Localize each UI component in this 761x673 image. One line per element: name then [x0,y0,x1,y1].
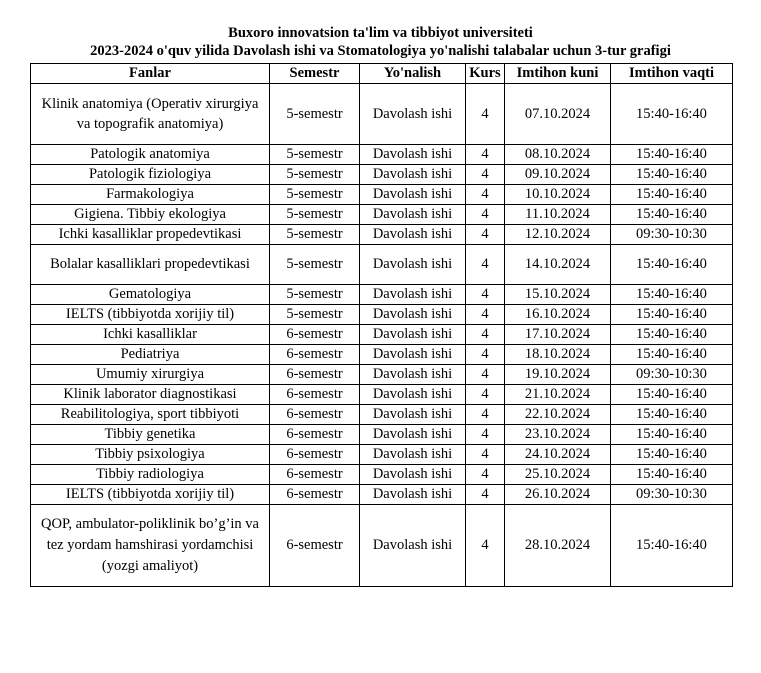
cell-direction: Davolash ishi [360,305,466,325]
cell-subject: Gigiena. Tibbiy ekologiya [31,205,270,225]
cell-direction: Davolash ishi [360,325,466,345]
cell-course: 4 [466,84,505,145]
cell-exam-time: 15:40-16:40 [611,185,733,205]
cell-subject: Ichki kasalliklar [31,325,270,345]
cell-course: 4 [466,385,505,405]
cell-direction: Davolash ishi [360,245,466,285]
cell-exam-date: 16.10.2024 [505,305,611,325]
cell-subject: Tibbiy psixologiya [31,445,270,465]
cell-direction: Davolash ishi [360,165,466,185]
cell-exam-time: 15:40-16:40 [611,445,733,465]
cell-exam-date: 21.10.2024 [505,385,611,405]
cell-subject: Reabilitologiya, sport tibbiyoti [31,405,270,425]
cell-exam-date: 19.10.2024 [505,365,611,385]
cell-semester: 6-semestr [270,465,360,485]
table-row [31,185,733,205]
cell-subject: QOP, ambulator-poliklinik bo’g’in va tez yordam hamshirasi yordamchisi (yozgi amaliyot) [31,505,270,587]
cell-subject: Umumiy xirurgiya [31,365,270,385]
cell-exam-time: 09:30-10:30 [611,365,733,385]
cell-subject: Patologik anatomiya [31,145,270,165]
cell-semester: 6-semestr [270,445,360,465]
cell-direction: Davolash ishi [360,225,466,245]
cell-exam-date: 15.10.2024 [505,285,611,305]
cell-exam-time: 15:40-16:40 [611,285,733,305]
cell-semester: 5-semestr [270,305,360,325]
cell-course: 4 [466,245,505,285]
cell-exam-date: 07.10.2024 [505,84,611,145]
table-row [31,345,733,365]
cell-exam-time: 15:40-16:40 [611,385,733,405]
cell-exam-time: 15:40-16:40 [611,245,733,285]
column-header-kurs: Kurs [466,64,505,84]
document-subtitle: 2023-2024 o'quv yilida Davolash ishi va Stomatologiya yo'nalishi talabalar uchun 3-tur grafigi [90,43,671,59]
table-row [31,485,733,505]
cell-direction: Davolash ishi [360,185,466,205]
cell-direction: Davolash ishi [360,345,466,365]
cell-exam-time: 15:40-16:40 [611,505,733,587]
cell-subject: Tibbiy radiologiya [31,465,270,485]
cell-course: 4 [466,485,505,505]
cell-course: 4 [466,165,505,185]
cell-semester: 6-semestr [270,405,360,425]
cell-semester: 5-semestr [270,245,360,285]
table-row [31,425,733,445]
cell-semester: 6-semestr [270,385,360,405]
cell-course: 4 [466,365,505,385]
cell-course: 4 [466,285,505,305]
cell-semester: 5-semestr [270,165,360,185]
cell-exam-date: 09.10.2024 [505,165,611,185]
cell-course: 4 [466,345,505,365]
cell-course: 4 [466,325,505,345]
cell-exam-time: 15:40-16:40 [611,165,733,185]
cell-semester: 5-semestr [270,225,360,245]
cell-exam-time: 09:30-10:30 [611,225,733,245]
cell-direction: Davolash ishi [360,445,466,465]
cell-semester: 6-semestr [270,365,360,385]
table-row [31,465,733,485]
cell-exam-date: 11.10.2024 [505,205,611,225]
cell-subject: IELTS (tibbiyotda xorijiy til) [31,485,270,505]
cell-subject: Gematologiya [31,285,270,305]
table-row [31,245,733,285]
cell-subject: Bolalar kasalliklari propedevtikasi [31,245,270,285]
document-title: Buxoro innovatsion ta'lim va tibbiyot universiteti [228,25,533,41]
column-header-imtihon-kuni: Imtihon kuni [505,64,611,84]
cell-semester: 5-semestr [270,145,360,165]
table-row [31,84,733,145]
cell-semester: 6-semestr [270,425,360,445]
cell-course: 4 [466,425,505,445]
cell-direction: Davolash ishi [360,405,466,425]
cell-exam-date: 12.10.2024 [505,225,611,245]
cell-exam-time: 15:40-16:40 [611,345,733,365]
cell-course: 4 [466,445,505,465]
cell-subject: Klinik anatomiya (Operativ xirurgiya va topografik anatomiya) [31,84,270,145]
table-row [31,165,733,185]
cell-semester: 5-semestr [270,84,360,145]
cell-semester: 6-semestr [270,345,360,365]
cell-course: 4 [466,205,505,225]
cell-course: 4 [466,145,505,165]
cell-direction: Davolash ishi [360,385,466,405]
cell-direction: Davolash ishi [360,205,466,225]
table-header-row [31,64,733,84]
cell-course: 4 [466,405,505,425]
cell-exam-time: 15:40-16:40 [611,84,733,145]
cell-exam-date: 25.10.2024 [505,465,611,485]
cell-direction: Davolash ishi [360,84,466,145]
cell-course: 4 [466,305,505,325]
cell-exam-time: 15:40-16:40 [611,465,733,485]
exam-schedule-table [30,63,733,587]
cell-exam-date: 10.10.2024 [505,185,611,205]
table-row [31,145,733,165]
cell-semester: 6-semestr [270,485,360,505]
cell-semester: 5-semestr [270,185,360,205]
cell-subject: Patologik fiziologiya [31,165,270,185]
table-row [31,205,733,225]
cell-subject: Pediatriya [31,345,270,365]
cell-direction: Davolash ishi [360,505,466,587]
column-header-fanlar: Fanlar [31,64,270,84]
table-row [31,505,733,587]
cell-direction: Davolash ishi [360,145,466,165]
column-header-semestr: Semestr [270,64,360,84]
cell-exam-date: 24.10.2024 [505,445,611,465]
cell-course: 4 [466,505,505,587]
cell-exam-date: 26.10.2024 [505,485,611,505]
cell-exam-time: 15:40-16:40 [611,405,733,425]
cell-exam-date: 18.10.2024 [505,345,611,365]
cell-semester: 6-semestr [270,325,360,345]
table-row [31,225,733,245]
table-row [31,325,733,345]
cell-course: 4 [466,225,505,245]
cell-exam-date: 23.10.2024 [505,425,611,445]
table-row [31,305,733,325]
cell-course: 4 [466,465,505,485]
cell-semester: 5-semestr [270,285,360,305]
cell-exam-date: 22.10.2024 [505,405,611,425]
table-row [31,405,733,425]
cell-exam-time: 15:40-16:40 [611,305,733,325]
cell-subject: Ichki kasalliklar propedevtikasi [31,225,270,245]
cell-exam-time: 09:30-10:30 [611,485,733,505]
cell-exam-time: 15:40-16:40 [611,325,733,345]
table-row [31,365,733,385]
cell-exam-date: 08.10.2024 [505,145,611,165]
table-row [31,445,733,465]
cell-direction: Davolash ishi [360,485,466,505]
column-header-imtihon-vaqti: Imtihon vaqti [611,64,733,84]
cell-subject: Tibbiy genetika [31,425,270,445]
cell-direction: Davolash ishi [360,425,466,445]
cell-exam-time: 15:40-16:40 [611,145,733,165]
cell-exam-date: 14.10.2024 [505,245,611,285]
cell-course: 4 [466,185,505,205]
cell-semester: 5-semestr [270,205,360,225]
table-row [31,285,733,305]
cell-exam-date: 17.10.2024 [505,325,611,345]
cell-subject: Farmakologiya [31,185,270,205]
cell-exam-time: 15:40-16:40 [611,205,733,225]
cell-subject: Klinik laborator diagnostikasi [31,385,270,405]
cell-exam-time: 15:40-16:40 [611,425,733,445]
cell-direction: Davolash ishi [360,365,466,385]
table-row [31,385,733,405]
cell-direction: Davolash ishi [360,285,466,305]
cell-semester: 6-semestr [270,505,360,587]
cell-direction: Davolash ishi [360,465,466,485]
cell-exam-date: 28.10.2024 [505,505,611,587]
column-header-yonalish: Yo'nalish [360,64,466,84]
cell-subject: IELTS (tibbiyotda xorijiy til) [31,305,270,325]
